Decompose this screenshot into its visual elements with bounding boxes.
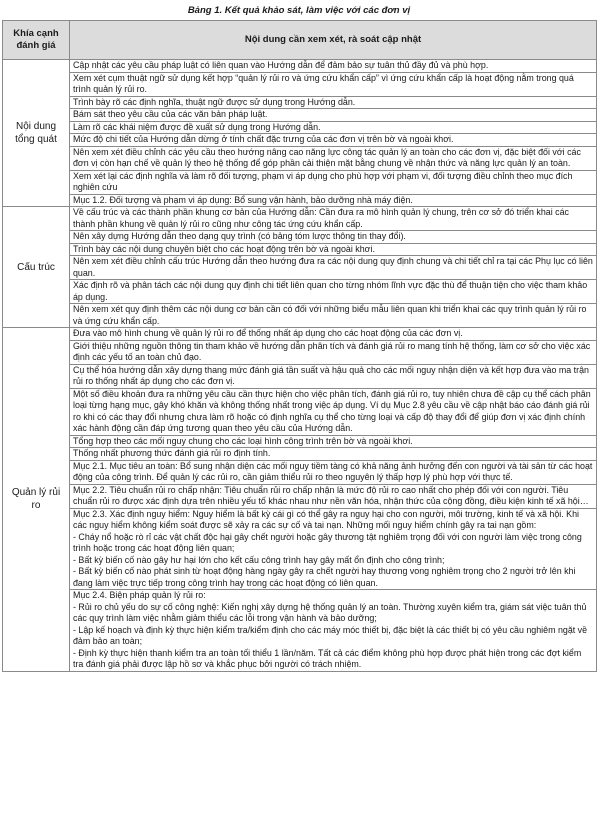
table-row <box>3 60 597 73</box>
table-row <box>3 388 597 435</box>
content-cell: Thống nhất phương thức đánh giá rủi ro định tính. <box>70 448 597 461</box>
table-row <box>3 340 597 364</box>
content-cell: Một số điều khoản đưa ra những yêu cầu cần thực hiện cho việc phân tích, đánh giá rủi ro, tuy nhiên chưa đề cập cụ thể cách phân loại từng hạng mục, gây khó khăn và không thống nhất trong việc áp dụng. Ví dụ Mục 2.8 yêu cầu về cập nhật báo cáo đánh giá rủi ro khi có các thay đổi nhưng chưa làm rõ hoặc có định nghĩa cụ thể cho từng loại và cấp độ thay đổi để giúp đơn vị xác định chính xác hành động cần đáp ứng tương quan theo yêu cầu của Hướng dẫn. <box>70 388 597 435</box>
content-cell: Mục 2.4. Biện pháp quản lý rủi ro: - Rủi ro chủ yếu do sự cố công nghệ: Kiến nghị xây dựng hệ thống quản lý an toàn. Thường xuyên kiểm tra, giám sát việc tuân thủ các quy trình làm việc nhằm giảm thiểu các lỗi trong vận hành và bảo dưỡng; - Lập kế hoạch và định kỳ thực hiện kiểm tra/kiểm định cho các máy móc thiết bị, đặc biệt là các thiết bị có yêu cầu nghiêm ngặt về đảm bảo an toàn; - Định kỳ thực hiện thanh kiểm tra an toàn tối thiểu 1 lần/năm. Tất cả các điểm không phù hợp được phát hiện trong các đợt kiểm tra đánh giá phải được lập hồ sơ và khắc phục bởi người có trách nhiệm. <box>70 590 597 672</box>
table-row <box>3 207 597 231</box>
table-row <box>3 194 597 207</box>
content-cell: Bám sát theo yêu cầu của các văn bản pháp luật. <box>70 109 597 122</box>
table-row <box>3 508 597 590</box>
content-cell: Xem xét cụm thuật ngữ sử dụng kết hợp “quản lý rủi ro và ứng cứu khẩn cấp” vì ứng cứu khẩn cấp là hoạt động nằm trong quá trình quản lý rủi ro. <box>70 72 597 96</box>
table-row <box>3 170 597 194</box>
table-row <box>3 590 597 672</box>
content-cell: Mục 2.3. Xác định nguy hiểm: Nguy hiểm là bất kỳ cái gì có thể gây ra nguy hại cho con người, môi trường, kinh tế và xã hội. Khi các nguy hiểm không kiểm soát được sẽ xảy ra các sự cố và tai nạn. Những mối nguy hiểm chính gây ra tai nạn gồm: - Cháy nổ hoặc rò rỉ các vật chất độc hại gây chết người hoặc gây thương tật nghiêm trọng đối với con người làm việc trong công trình hoặc trong các hoạt động liên quan; - Bất kỳ biến cố nào gây hư hại lớn cho kết cấu công trình hay gây mất ổn định cho công trình; - Bất kỳ biến cố nào phát sinh từ hoạt động hàng ngày gây ra chết người hay thương vong nghiêm trọng cho 2 người trở lên khi đang làm việc trực tiếp trong công trình hay trong các hoạt động có liên quan. <box>70 508 597 590</box>
content-cell: Xác định rõ và phân tách các nội dung quy định chi tiết liên quan cho từng nhóm lĩnh vực đặc thù để thuận tiện cho việc tham khảo áp dụng. <box>70 280 597 304</box>
table-row <box>3 484 597 508</box>
content-cell: Mục 2.2. Tiêu chuẩn rủi ro chấp nhận: Tiêu chuẩn rủi ro chấp nhận là mức độ rủi ro cao nhất cho phép đối với con người. Tiêu chuẩn rủi ro được xác định dựa trên nhiều yếu tố khác nhau như nền văn hóa, nhận thức của cộng đồng, điều kiện kinh tế xã hội… <box>70 484 597 508</box>
table-row <box>3 121 597 134</box>
survey-results-table <box>2 20 597 672</box>
aspect-cell-structure: Cấu trúc <box>3 207 70 328</box>
content-cell: Giới thiệu những nguồn thông tin tham khảo về hướng dẫn phân tích và đánh giá rủi ro mang tính hệ thống, làm cơ sở cho việc xác định các yếu tố an toàn chủ đạo. <box>70 340 597 364</box>
content-cell: Trình bày rõ các định nghĩa, thuật ngữ được sử dụng trong Hướng dẫn. <box>70 96 597 109</box>
header-aspect: Khía cạnh đánh giá <box>3 21 70 60</box>
content-cell: Làm rõ các khái niệm được đề xuất sử dụng trong Hướng dẫn. <box>70 121 597 134</box>
content-cell: Nên xem xét điều chỉnh cấu trúc Hướng dẫn theo hướng đưa ra các nội dung quy định chung và chi tiết chỉ ra tại các Phụ lục có liên quan. <box>70 256 597 280</box>
content-cell: Đưa vào mô hình chung về quản lý rủi ro để thống nhất áp dụng cho các hoạt động của các đơn vị. <box>70 328 597 341</box>
table-row <box>3 435 597 448</box>
table-caption: Bảng 1. Kết quả khảo sát, làm việc với các đơn vị <box>187 5 411 16</box>
table-row <box>3 460 597 484</box>
table-row <box>3 243 597 256</box>
table-row <box>3 280 597 304</box>
content-cell: Cập nhật các yêu cầu pháp luật có liên quan vào Hướng dẫn để đảm bảo sự tuân thủ đầy đủ và phù hợp. <box>70 60 597 73</box>
content-cell: Cụ thể hóa hướng dẫn xây dựng thang mức đánh giá tần suất và hậu quả cho các mối nguy nhận diện và kết hợp đưa vào ma trận rủi ro thống nhất áp dụng cho các đơn vị. <box>70 364 597 388</box>
table-row <box>3 304 597 328</box>
table-row <box>3 134 597 147</box>
table-row <box>3 109 597 122</box>
content-cell: Mục 2.1. Mục tiêu an toàn: Bổ sung nhận diện các mối nguy tiềm tàng có khả năng ảnh hưởng đến con người và tài sản từ các hoạt động của công trình. Để quản lý các rủi ro, cần giảm thiểu rủi ro theo nguyên lý thấp hợp lý phù hợp với thực tế. <box>70 460 597 484</box>
content-cell: Mục 1.2. Đối tượng và phạm vi áp dụng: Bổ sung vận hành, bảo dưỡng nhà máy điện. <box>70 194 597 207</box>
content-cell: Tổng hợp theo các mối nguy chung cho các loại hình công trình trên bờ và ngoài khơi. <box>70 435 597 448</box>
content-cell: Mức độ chi tiết của Hướng dẫn dừng ở tính chất đặc trưng của các đơn vị trên bờ và ngoài khơi. <box>70 134 597 147</box>
content-cell: Nên xây dựng Hướng dẫn theo dạng quy trình (có bảng tóm lược thông tin thay đổi). <box>70 231 597 244</box>
table-row <box>3 96 597 109</box>
table-row <box>3 256 597 280</box>
table-row <box>3 231 597 244</box>
table-row <box>3 364 597 388</box>
table-row <box>3 328 597 341</box>
table-row <box>3 448 597 461</box>
table-row <box>3 72 597 96</box>
header-content: Nội dung cần xem xét, rà soát cập nhật <box>70 21 597 60</box>
content-cell: Nên xem xét điều chỉnh các yêu cầu theo hướng nâng cao năng lực công tác quản lý an toàn cho các đơn vị, đặc biệt đối với các đơn vị còn hạn chế về quản lý theo hệ thống để góp phần cải thiện mặt bằng chung về nhận thức và năng lực quản lý an toàn. <box>70 146 597 170</box>
table-row <box>3 146 597 170</box>
table-header-row <box>3 21 597 60</box>
content-cell: Nên xem xét quy định thêm các nội dung cơ bản cần có đối với những biểu mẫu liên quan khi triển khai các quy trình quản lý rủi ro và ứng cứu khẩn cấp. <box>70 304 597 328</box>
aspect-cell-risk: Quản lý rủi ro <box>3 328 70 672</box>
content-cell: Về cấu trúc và các thành phần khung cơ bản của Hướng dẫn: Cần đưa ra mô hình quản lý chung, trên cơ sở đó triển khai các thành phần khung về quản lý rủi ro cũng như công tác ứng cứu khẩn cấp. <box>70 207 597 231</box>
content-cell: Trình bày các nội dung chuyên biệt cho các hoạt động trên bờ và ngoài khơi. <box>70 243 597 256</box>
content-cell: Xem xét lại các định nghĩa và làm rõ đối tượng, phạm vi áp dụng cho phù hợp với phạm vi, đối tượng điều chỉnh theo mục đích nghiên cứu <box>70 170 597 194</box>
aspect-cell-general: Nội dung tổng quát <box>3 60 70 207</box>
